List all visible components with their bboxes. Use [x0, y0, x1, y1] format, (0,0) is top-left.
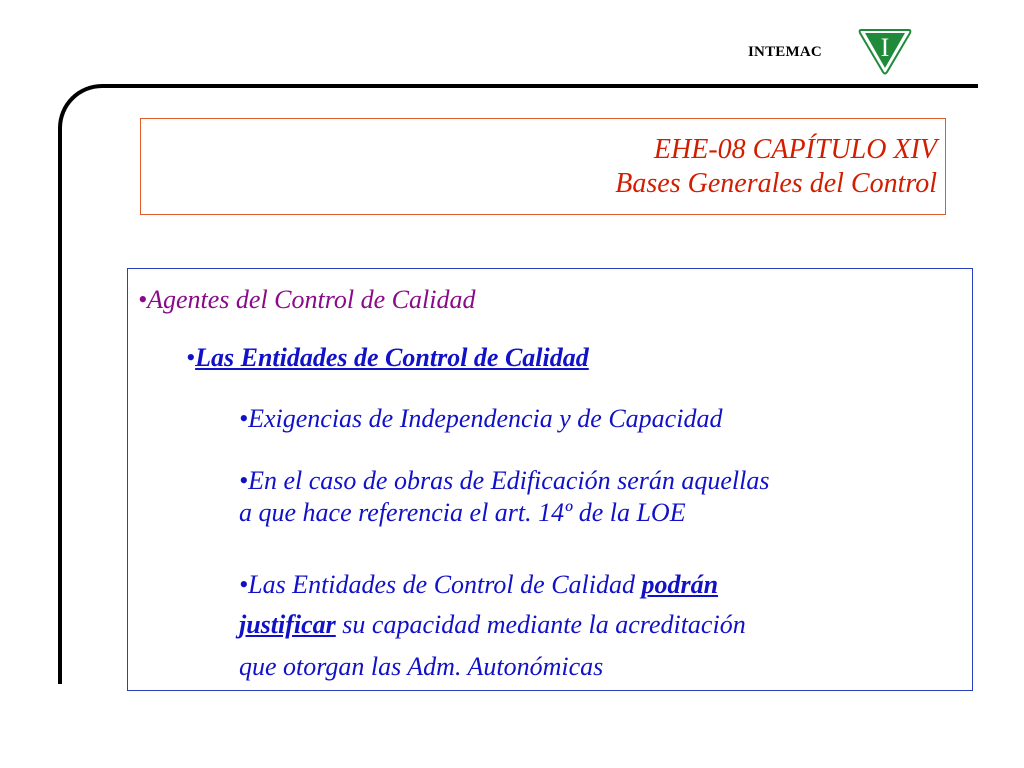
bullet-justificar-line-3: que otorgan las Adm. Autonómicas [239, 652, 604, 681]
bullet-marker: • [186, 343, 196, 372]
title-line-2: Bases Generales del Control [615, 168, 937, 199]
bullet-edificacion-line-1: •En el caso de obras de Edificación serán aquellas [239, 466, 770, 495]
title-line-1: EHE-08 CAPÍTULO XIV [653, 134, 937, 165]
intemac-logo-icon [855, 24, 915, 76]
bullet-entidades [186, 342, 589, 374]
podran-emphasis: podrán [641, 570, 719, 599]
entidades-link[interactable]: Las Entidades de Control de Calidad [195, 343, 589, 372]
content-box [127, 268, 973, 691]
bullet-exigencias: •Exigencias de Independencia y de Capacidad [239, 404, 723, 433]
bullet-agentes: •Agentes del Control de Calidad [138, 285, 476, 314]
bullet-edificacion-line-2: a que hace referencia el art. 14º de la LOE [239, 498, 686, 527]
brand-name: INTEMAC [748, 44, 822, 60]
bullet-justificar-line-2 [239, 609, 746, 641]
title-box [140, 118, 946, 215]
logo-letter: I [880, 33, 890, 62]
bullet-justificar-line-1 [239, 569, 718, 601]
justificar-text-2: su capacidad mediante la acreditación [335, 610, 746, 639]
justificar-text-1: •Las Entidades de Control de Calidad [239, 570, 642, 599]
justificar-emphasis: justificar [239, 610, 336, 639]
